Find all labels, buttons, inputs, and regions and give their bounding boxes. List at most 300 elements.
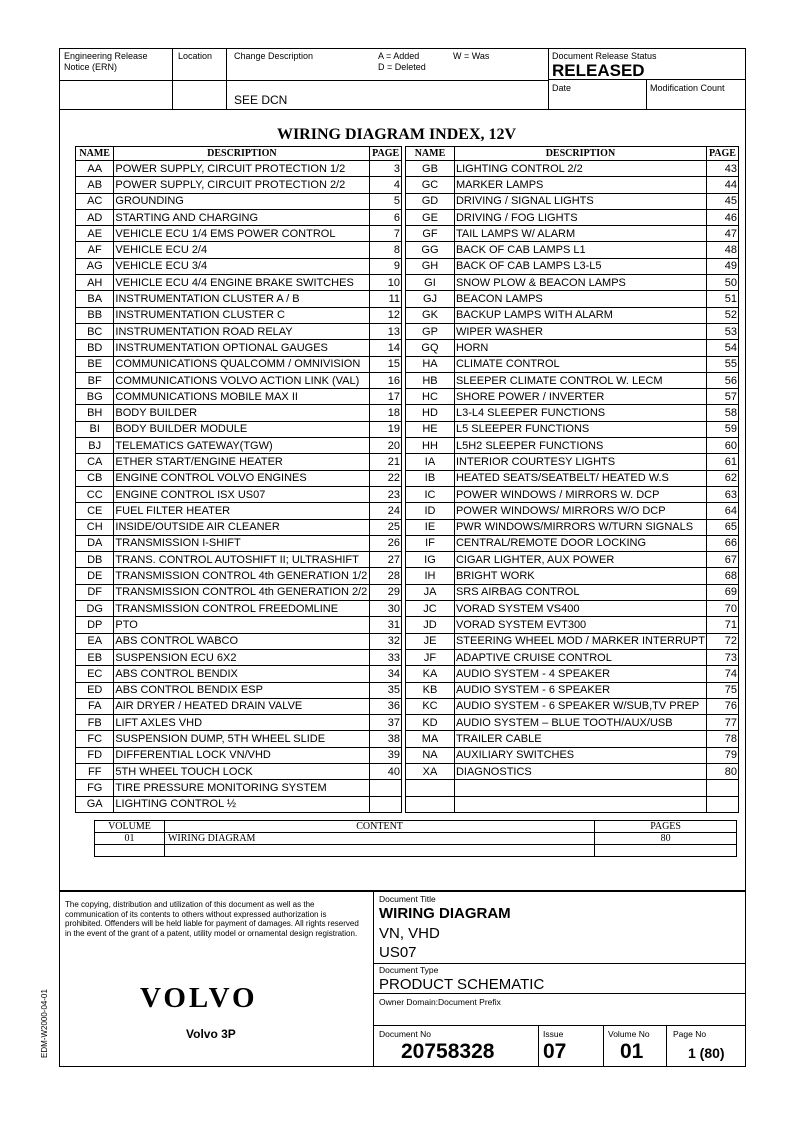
index-row: [76, 796, 402, 812]
index-row-name: AH: [76, 275, 114, 291]
index-row-name: IG: [406, 552, 455, 568]
index-row: [406, 519, 739, 535]
index-row-name: FG: [76, 780, 114, 796]
index-row-description: HORN: [454, 340, 706, 356]
index-row-name: GF: [406, 226, 455, 242]
index-row: [406, 454, 739, 470]
index-row-description: DRIVING / FOG LIGHTS: [454, 209, 706, 225]
index-row: [406, 535, 739, 551]
index-row-page: 60: [706, 438, 738, 454]
index-table-left: [75, 146, 402, 813]
index-row-name: AA: [76, 161, 114, 177]
index-row-name: HD: [406, 405, 455, 421]
index-row-page: 49: [706, 258, 738, 274]
doc-title-line2: VN, VHD: [379, 925, 440, 942]
index-row: [406, 780, 739, 796]
index-row: [76, 601, 402, 617]
volume-no-value: 01: [620, 1040, 644, 1063]
index-row-description: TRANSMISSION CONTROL 4th GENERATION 1/2: [114, 568, 370, 584]
index-row-name: BE: [76, 356, 114, 372]
index-row-description: ABS CONTROL BENDIX: [114, 666, 370, 682]
index-row-description: SUSPENSION DUMP, 5TH WHEEL SLIDE: [114, 731, 370, 747]
index-row: [76, 438, 402, 454]
index-row-name: FA: [76, 698, 114, 714]
index-row-description: BRIGHT WORK: [454, 568, 706, 584]
index-row-name: FC: [76, 731, 114, 747]
index-row-page: 3: [370, 161, 402, 177]
index-row: [406, 405, 739, 421]
index-row: [76, 503, 402, 519]
index-row: [76, 535, 402, 551]
index-row-name: DA: [76, 535, 114, 551]
side-code: EDM-W2000-04-01: [40, 989, 49, 1058]
index-row-name: BB: [76, 307, 114, 323]
index-row-description: VEHICLE ECU 2/4: [114, 242, 370, 258]
change-description-label: Change Description: [234, 51, 314, 61]
index-row: [406, 470, 739, 486]
index-row: [76, 291, 402, 307]
index-row: [406, 275, 739, 291]
index-row-name: HA: [406, 356, 455, 372]
index-row-page: 78: [706, 731, 738, 747]
index-row-description: ENGINE CONTROL VOLVO ENGINES: [114, 470, 370, 486]
index-row-name: FF: [76, 763, 114, 779]
index-row: [76, 372, 402, 388]
index-row: [406, 715, 739, 731]
copyright-notice: The copying, distribution and utilization of this document as well as the communication of its contents to others without expressed authorization is prohibited. Offenders will be held liable for payment of damages. All rights reserved in the event of the grant of a patent, utility model or ornamental design registration.: [65, 900, 359, 938]
index-row-name: AC: [76, 193, 114, 209]
index-row-description: DIFFERENTIAL LOCK VN/VHD: [114, 747, 370, 763]
index-row-page: 48: [706, 242, 738, 258]
index-row-description: INTERIOR COURTESY LIGHTS: [454, 454, 706, 470]
index-row-name: DE: [76, 568, 114, 584]
index-row-name: CE: [76, 503, 114, 519]
index-row-page: 28: [370, 568, 402, 584]
index-row-page: 10: [370, 275, 402, 291]
index-row: [76, 731, 402, 747]
index-row: [76, 552, 402, 568]
index-row: [76, 323, 402, 339]
index-row-page: 18: [370, 405, 402, 421]
index-row-page: 56: [706, 372, 738, 388]
index-row-description: POWER SUPPLY, CIRCUIT PROTECTION 1/2: [114, 161, 370, 177]
index-row-page: 80: [706, 763, 738, 779]
index-row-page: 40: [370, 763, 402, 779]
index-row-name: DP: [76, 617, 114, 633]
index-row: [406, 682, 739, 698]
doc-type-value: PRODUCT SCHEMATIC: [379, 976, 545, 993]
index-row: [406, 601, 739, 617]
index-row-page: 7: [370, 226, 402, 242]
index-row: [76, 405, 402, 421]
index-row-page: 38: [370, 731, 402, 747]
index-row-name: GJ: [406, 291, 455, 307]
col-header-description: DESCRIPTION: [114, 147, 370, 161]
index-row-page: 58: [706, 405, 738, 421]
index-row-name: IE: [406, 519, 455, 535]
index-row-page: 39: [370, 747, 402, 763]
index-row-name: CC: [76, 486, 114, 502]
index-row-page: 15: [370, 356, 402, 372]
index-row-description: FUEL FILTER HEATER: [114, 503, 370, 519]
index-row-name: GD: [406, 193, 455, 209]
index-row-name: DG: [76, 601, 114, 617]
index-row: [76, 275, 402, 291]
index-row-description: L3-L4 SLEEPER FUNCTIONS: [454, 405, 706, 421]
index-row-page: 45: [706, 193, 738, 209]
index-row: [76, 226, 402, 242]
index-row-page: [706, 796, 738, 812]
index-row-description: AUDIO SYSTEM - 6 SPEAKER W/SUB,TV PREP: [454, 698, 706, 714]
index-row: [76, 193, 402, 209]
index-row: [406, 372, 739, 388]
index-row-page: 31: [370, 617, 402, 633]
doc-type-label: Document Type: [379, 965, 439, 975]
index-row: [406, 633, 739, 649]
index-row-page: 69: [706, 584, 738, 600]
index-row-page: 8: [370, 242, 402, 258]
index-row-description: WIPER WASHER: [454, 323, 706, 339]
index-row-name: JA: [406, 584, 455, 600]
index-row-description: BODY BUILDER: [114, 405, 370, 421]
col-header-page: PAGE: [370, 147, 402, 161]
content-col-header: CONTENT: [164, 821, 594, 833]
index-row: [406, 617, 739, 633]
index-row-page: 65: [706, 519, 738, 535]
index-row-description: [454, 796, 706, 812]
index-title: WIRING DIAGRAM INDEX, 12V: [276, 126, 517, 143]
index-row-description: COMMUNICATIONS MOBILE MAX II: [114, 389, 370, 405]
index-row: [406, 307, 739, 323]
index-row-page: 11: [370, 291, 402, 307]
index-row-name: EC: [76, 666, 114, 682]
doc-status-label: Document Release Status: [552, 51, 657, 61]
index-row-name: BI: [76, 421, 114, 437]
index-row-description: 5TH WHEEL TOUCH LOCK: [114, 763, 370, 779]
index-row-name: GG: [406, 242, 455, 258]
index-row-page: [706, 780, 738, 796]
volume-no-label: Volume No: [608, 1029, 650, 1039]
index-row-page: 70: [706, 601, 738, 617]
index-row-page: 25: [370, 519, 402, 535]
index-row-description: TRAILER CABLE: [454, 731, 706, 747]
index-row-name: GA: [76, 796, 114, 812]
index-row-page: 46: [706, 209, 738, 225]
index-row-name: BD: [76, 340, 114, 356]
index-row-page: 53: [706, 323, 738, 339]
index-row-description: INSTRUMENTATION CLUSTER A / B: [114, 291, 370, 307]
index-row: [76, 356, 402, 372]
index-row-description: VEHICLE ECU 3/4: [114, 258, 370, 274]
index-row-description: LIGHTING CONTROL 2/2: [454, 161, 706, 177]
index-row-name: BF: [76, 372, 114, 388]
index-row-page: 17: [370, 389, 402, 405]
index-row-page: 51: [706, 291, 738, 307]
index-row-description: POWER WINDOWS / MIRRORS W. DCP: [454, 486, 706, 502]
col-header-description: DESCRIPTION: [454, 147, 706, 161]
index-row: [76, 177, 402, 193]
doc-status-value: RELEASED: [552, 61, 645, 80]
index-row-name: [406, 796, 455, 812]
index-row-page: 47: [706, 226, 738, 242]
index-row-page: 33: [370, 649, 402, 665]
index-row-page: 54: [706, 340, 738, 356]
index-row-name: KD: [406, 715, 455, 731]
index-row-description: VORAD SYSTEM VS400: [454, 601, 706, 617]
index-row: [406, 698, 739, 714]
index-row-name: ED: [76, 682, 114, 698]
index-row-description: LIGHTING CONTROL ½: [114, 796, 370, 812]
index-row-name: EB: [76, 649, 114, 665]
index-row: [406, 291, 739, 307]
index-row-page: 29: [370, 584, 402, 600]
index-row-description: POWER SUPPLY, CIRCUIT PROTECTION 2/2: [114, 177, 370, 193]
index-row-page: 32: [370, 633, 402, 649]
index-row-page: 76: [706, 698, 738, 714]
index-row-description: SRS AIRBAG CONTROL: [454, 584, 706, 600]
index-row-page: 35: [370, 682, 402, 698]
page-no-value: 1 (80): [688, 1045, 725, 1061]
index-row: [406, 161, 739, 177]
index-row-description: TELEMATICS GATEWAY(TGW): [114, 438, 370, 454]
index-row: [406, 763, 739, 779]
index-row-page: 23: [370, 486, 402, 502]
index-row-page: 66: [706, 535, 738, 551]
was-legend: W = Was: [453, 51, 490, 61]
index-row-description: VEHICLE ECU 4/4 ENGINE BRAKE SWITCHES: [114, 275, 370, 291]
index-row-description: SLEEPER CLIMATE CONTROL W. LECM: [454, 372, 706, 388]
index-row-name: AF: [76, 242, 114, 258]
index-row: [76, 763, 402, 779]
index-row: [406, 796, 739, 812]
index-row-description: DRIVING / SIGNAL LIGHTS: [454, 193, 706, 209]
index-row-name: GK: [406, 307, 455, 323]
index-row-name: GQ: [406, 340, 455, 356]
index-row: [76, 454, 402, 470]
index-row-name: JF: [406, 649, 455, 665]
index-row-description: BACK OF CAB LAMPS L3-L5: [454, 258, 706, 274]
index-row-page: 16: [370, 372, 402, 388]
index-row-page: 68: [706, 568, 738, 584]
index-row-description: STARTING AND CHARGING: [114, 209, 370, 225]
index-row-description: BACKUP LAMPS WITH ALARM: [454, 307, 706, 323]
index-row: [406, 666, 739, 682]
index-row: [406, 242, 739, 258]
index-row-page: 30: [370, 601, 402, 617]
index-row-name: FD: [76, 747, 114, 763]
index-row: [76, 307, 402, 323]
index-row-name: HB: [406, 372, 455, 388]
index-row-page: 71: [706, 617, 738, 633]
index-row-name: FB: [76, 715, 114, 731]
index-row-description: CIGAR LIGHTER, AUX POWER: [454, 552, 706, 568]
index-row-name: BC: [76, 323, 114, 339]
index-row-name: AB: [76, 177, 114, 193]
index-row-description: STEERING WHEEL MOD / MARKER INTERRUPT: [454, 633, 706, 649]
date-label: Date: [552, 83, 572, 93]
index-row-description: ADAPTIVE CRUISE CONTROL: [454, 649, 706, 665]
index-row-name: BG: [76, 389, 114, 405]
ern-label: Engineering Release Notice (ERN): [64, 51, 148, 72]
index-row-name: GE: [406, 209, 455, 225]
pages-cell: 80: [595, 833, 737, 845]
index-row-name: DB: [76, 552, 114, 568]
index-row-description: COMMUNICATIONS QUALCOMM / OMNIVISION: [114, 356, 370, 372]
index-row-description: AUDIO SYSTEM - 4 SPEAKER: [454, 666, 706, 682]
index-row-description: BODY BUILDER MODULE: [114, 421, 370, 437]
index-row: [76, 568, 402, 584]
index-row-description: GROUNDING: [114, 193, 370, 209]
volvo-logo: VOLVO: [140, 982, 258, 1014]
index-row-name: CH: [76, 519, 114, 535]
index-row-name: NA: [406, 747, 455, 763]
index-row-page: 4: [370, 177, 402, 193]
index-row-name: KB: [406, 682, 455, 698]
index-row-name: HC: [406, 389, 455, 405]
index-row-description: [454, 780, 706, 796]
index-row-page: 34: [370, 666, 402, 682]
index-row: [406, 503, 739, 519]
index-row-name: ID: [406, 503, 455, 519]
index-row-description: SUSPENSION ECU 6X2: [114, 649, 370, 665]
pages-col-header: PAGES: [595, 821, 737, 833]
index-row-name: AD: [76, 209, 114, 225]
index-row-description: TRANSMISSION CONTROL 4th GENERATION 2/2: [114, 584, 370, 600]
index-row-description: L5 SLEEPER FUNCTIONS: [454, 421, 706, 437]
empty-cell: [95, 845, 165, 857]
index-row: [406, 421, 739, 437]
index-row: [406, 438, 739, 454]
col-header-name: NAME: [76, 147, 114, 161]
index-row: [76, 584, 402, 600]
index-row-page: 59: [706, 421, 738, 437]
index-row-name: KA: [406, 666, 455, 682]
index-row-page: 73: [706, 649, 738, 665]
index-row: [76, 470, 402, 486]
index-row-description: ENGINE CONTROL ISX US07: [114, 486, 370, 502]
index-row-page: 57: [706, 389, 738, 405]
index-row-page: 19: [370, 421, 402, 437]
index-row-page: 52: [706, 307, 738, 323]
empty-cell: [595, 845, 737, 857]
index-row-page: 62: [706, 470, 738, 486]
index-row-page: [370, 780, 402, 796]
index-row-page: 12: [370, 307, 402, 323]
location-label: Location: [178, 51, 213, 61]
index-row-page: 22: [370, 470, 402, 486]
index-row-description: ETHER START/ENGINE HEATER: [114, 454, 370, 470]
index-row-description: CLIMATE CONTROL: [454, 356, 706, 372]
index-row: [406, 486, 739, 502]
index-row-name: GC: [406, 177, 455, 193]
col-header-name: NAME: [406, 147, 455, 161]
index-row-name: IF: [406, 535, 455, 551]
index-row-description: COMMUNICATIONS VOLVO ACTION LINK (VAL): [114, 372, 370, 388]
index-row-page: 79: [706, 747, 738, 763]
index-row-page: 43: [706, 161, 738, 177]
index-row-description: AUDIO SYSTEM - 6 SPEAKER: [454, 682, 706, 698]
index-row-description: SNOW PLOW & BEACON LAMPS: [454, 275, 706, 291]
index-row: [76, 617, 402, 633]
index-row-page: 20: [370, 438, 402, 454]
index-row-description: BACK OF CAB LAMPS L1: [454, 242, 706, 258]
issue-label: Issue: [543, 1029, 564, 1039]
index-row-page: 9: [370, 258, 402, 274]
index-row-description: SHORE POWER / INVERTER: [454, 389, 706, 405]
index-row-name: KC: [406, 698, 455, 714]
index-row: [406, 193, 739, 209]
index-row-page: 13: [370, 323, 402, 339]
index-row-description: TIRE PRESSURE MONITORING SYSTEM: [114, 780, 370, 796]
index-row-page: 50: [706, 275, 738, 291]
index-row-description: TAIL LAMPS W/ ALARM: [454, 226, 706, 242]
index-row-page: 27: [370, 552, 402, 568]
index-row-name: XA: [406, 763, 455, 779]
index-row: [76, 421, 402, 437]
index-row-name: BJ: [76, 438, 114, 454]
index-row-name: IH: [406, 568, 455, 584]
index-row-name: AE: [76, 226, 114, 242]
change-description-value: SEE DCN: [234, 93, 288, 107]
volume-table: [94, 820, 737, 857]
index-row-description: MARKER LAMPS: [454, 177, 706, 193]
index-row-description: ABS CONTROL BENDIX ESP: [114, 682, 370, 698]
index-row-name: BA: [76, 291, 114, 307]
index-row-page: 6: [370, 209, 402, 225]
doc-title-line3: US07: [379, 944, 417, 961]
index-row-description: BEACON LAMPS: [454, 291, 706, 307]
release-header: [59, 48, 746, 110]
index-row-name: GI: [406, 275, 455, 291]
index-row: [406, 226, 739, 242]
doc-no-label: Document No: [379, 1029, 431, 1039]
owner-domain-label: Owner Domain:Document Prefix: [379, 997, 501, 1007]
index-row-description: ABS CONTROL WABCO: [114, 633, 370, 649]
modification-count-label: Modification Count: [650, 83, 725, 93]
index-row-name: JE: [406, 633, 455, 649]
index-row-description: VEHICLE ECU 1/4 EMS POWER CONTROL: [114, 226, 370, 242]
issue-value: 07: [543, 1040, 567, 1063]
index-row: [76, 519, 402, 535]
index-table-right: [405, 146, 739, 813]
index-row-page: 26: [370, 535, 402, 551]
index-row: [76, 747, 402, 763]
index-row-page: 5: [370, 193, 402, 209]
index-row-page: 64: [706, 503, 738, 519]
index-row-page: 72: [706, 633, 738, 649]
index-row-name: EA: [76, 633, 114, 649]
index-row: [406, 323, 739, 339]
index-row-name: CB: [76, 470, 114, 486]
index-row-page: 24: [370, 503, 402, 519]
index-row-description: TRANSMISSION I-SHIFT: [114, 535, 370, 551]
index-row: [76, 698, 402, 714]
doc-no-value: 20758328: [401, 1040, 495, 1063]
index-row: [76, 389, 402, 405]
index-row-page: 74: [706, 666, 738, 682]
index-row: [76, 258, 402, 274]
index-row-page: 67: [706, 552, 738, 568]
index-row-name: DF: [76, 584, 114, 600]
index-row-name: CA: [76, 454, 114, 470]
index-row-description: AUXILIARY SWITCHES: [454, 747, 706, 763]
index-row: [76, 340, 402, 356]
index-row: [406, 340, 739, 356]
index-row: [76, 780, 402, 796]
index-row: [76, 486, 402, 502]
index-row-description: L5H2 SLEEPER FUNCTIONS: [454, 438, 706, 454]
index-row-name: IC: [406, 486, 455, 502]
